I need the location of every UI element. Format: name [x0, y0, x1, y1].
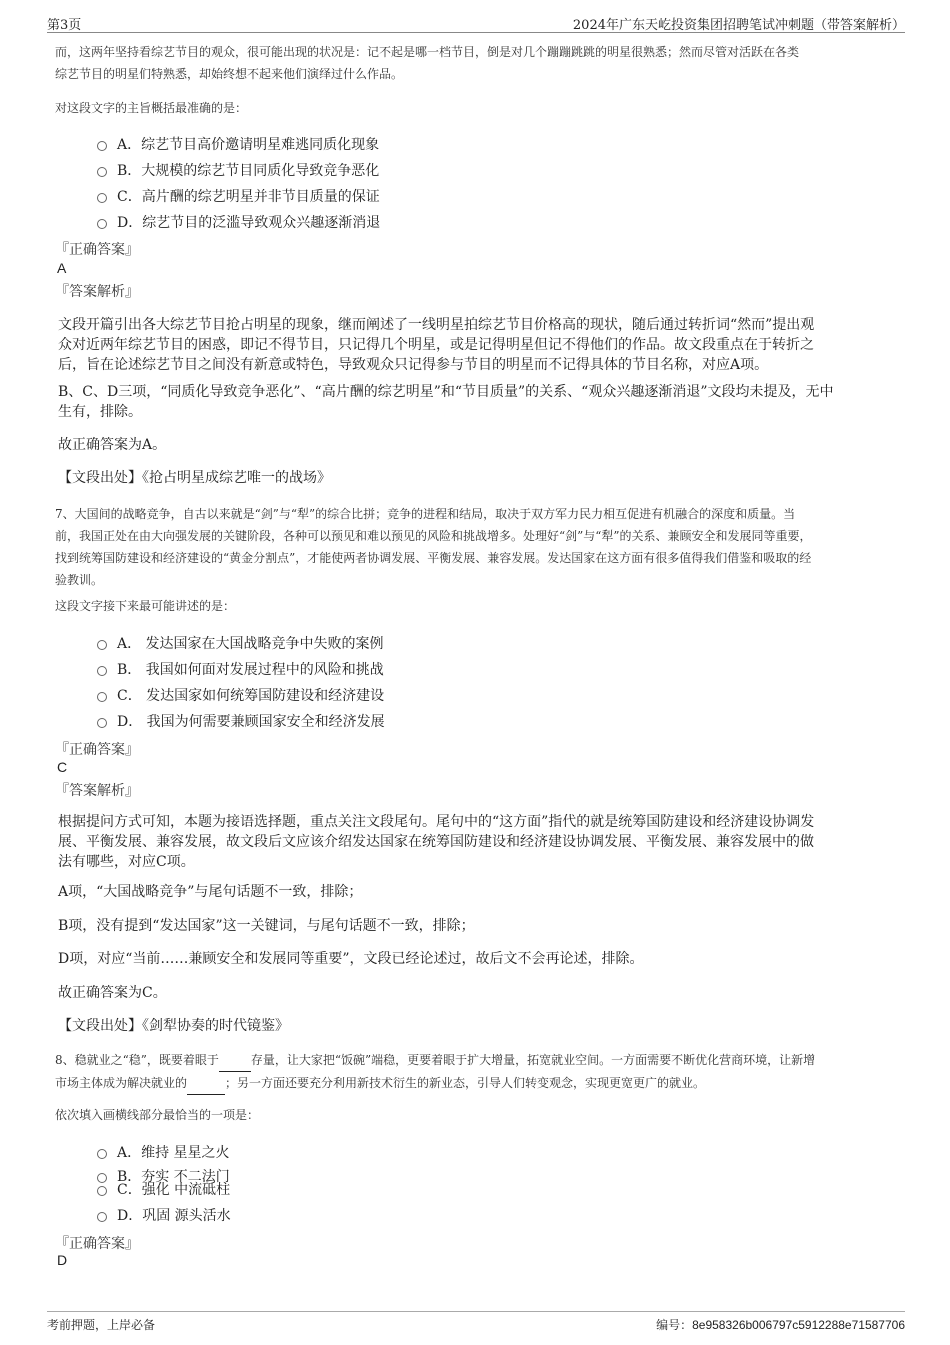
option-label: B．夯实 不二法门: [117, 1169, 230, 1185]
q6-analysis-para: [58, 382, 833, 422]
option-label: C． 发达国家如何统筹国防建设和经济建设: [117, 688, 385, 704]
analysis-line: 故正确答案为A。: [58, 437, 167, 453]
option-label: A．综艺节目高价邀请明星难逃同质化现象: [117, 137, 380, 153]
analysis-line: 文段开篇引出各大综艺节目抢占明星的现象，继而阐述了一线明星拍综艺节目价格高的现状，随后通过转折词“然而”提出观: [58, 317, 815, 333]
analysis-line: 法有哪些，对应C项。: [58, 854, 195, 870]
radio-icon[interactable]: [97, 167, 107, 177]
option-label: B．大规模的综艺节目同质化导致竞争恶化: [117, 163, 380, 179]
q7-passage-line: 找到统筹国防建设和经济建设的“黄金分割点”，才能使两者协调发展、平衡发展、兼容发展。发达国家在这方面有很多值得我们借鉴和吸取的经: [55, 551, 812, 565]
q6-question: 对这段文字的主旨概括最准确的是：: [55, 101, 248, 115]
q8-text: 市场主体成为解决就业的: [55, 1076, 188, 1090]
q7-analysis-para: D项，对应“当前……兼顾安全和发展同等重要”，文段已经论述过，故后文不会再论述，排除。: [58, 951, 644, 967]
q8-passage: [55, 1049, 815, 1095]
q6-analysis-para: [58, 315, 814, 375]
q8-question: 依次填入画横线部分最恰当的一项是：: [55, 1108, 260, 1122]
option-label: C．强化 中流砥柱: [117, 1182, 231, 1198]
q6-option-b[interactable]: [97, 160, 379, 180]
q7-question: 这段文字接下来最可能讲述的是：: [55, 599, 236, 613]
q6-correct-label: 『正确答案』: [55, 242, 139, 258]
q8-option-c[interactable]: [97, 1179, 230, 1199]
q7-source: 【文段出处】《剑犁协奏的时代镜鉴》: [58, 1018, 289, 1034]
q7-analysis-para: 故正确答案为C。: [58, 985, 167, 1001]
q7-passage: [55, 503, 812, 591]
radio-icon[interactable]: [97, 141, 107, 151]
option-label: D．巩固 源头活水: [117, 1208, 231, 1224]
option-label: B． 我国如何面对发展过程中的风险和挑战: [117, 662, 384, 678]
analysis-line: 展、平衡发展、兼容发展，故文段后文应该介绍发达国家在统筹国防建设和经济建设协调发展、平衡发展、兼容发展中的做: [58, 834, 814, 850]
document-title: 2024年广东天屹投资集团招聘笔试冲刺题（带答案解析）: [572, 18, 905, 33]
q7-analysis-para: B项，没有提到“发达国家”这一关键词，与尾句话题不一致，排除；: [58, 918, 475, 934]
q6-answer: A: [57, 260, 67, 276]
q7-option-a[interactable]: [97, 633, 384, 653]
option-label: D． 我国为何需要兼顾国家安全和经济发展: [117, 714, 385, 730]
analysis-line: 后，旨在论述综艺节目之间没有新意或特色，导致观众只记得参与节目的明星而不记得具体的节目名称，对应A项。: [58, 357, 769, 373]
analysis-line: 生有，排除。: [58, 404, 142, 420]
q7-analysis-label: 『答案解析』: [55, 783, 139, 799]
document-code: 编号：8e958326b006797c5912288e71587706: [656, 1318, 905, 1332]
radio-icon[interactable]: [97, 219, 107, 229]
option-label: D．综艺节目的泛滥导致观众兴趣逐渐消退: [117, 215, 381, 231]
q7-passage-line: 前，我国正处在由大向强发展的关键阶段，各种可以预见和难以预见的风险和挑战增多。处理好“剑”与“犁”的关系、兼顾安全和发展同等重要，: [55, 529, 812, 543]
q7-passage-line: 7、大国间的战略竞争，自古以来就是“剑”与“犁”的综合比拼；竞争的进程和结局，取决于双方军力民力相互促进有机融合的深度和质量。当: [55, 507, 796, 521]
q6-analysis-para: [58, 435, 166, 455]
page-number: 第3页: [47, 18, 82, 33]
q6-option-c[interactable]: [97, 186, 380, 206]
radio-icon[interactable]: [97, 193, 107, 203]
q8-correct-label: 『正确答案』: [55, 1236, 139, 1252]
analysis-line: 根据提问方式可知，本题为接语选择题，重点关注文段尾句。尾句中的“这方面”指代的就是统筹国防建设和经济建设协调发: [58, 814, 815, 830]
radio-icon[interactable]: [97, 692, 107, 702]
radio-icon[interactable]: [97, 1186, 107, 1196]
radio-icon[interactable]: [97, 666, 107, 676]
q8-blank-1: [219, 1049, 251, 1072]
q6-passage: [55, 41, 799, 85]
q6-source: 【文段出处】《抢占明星成综艺唯一的战场》: [58, 470, 331, 486]
page-header: [47, 10, 905, 33]
analysis-line: B、C、D三项，“同质化导致竞争恶化”、“高片酬的综艺明星”和“节目质量”的关系、“观众兴趣逐渐消退”文段均未提及，无中: [58, 384, 834, 400]
q6-passage-line: 而，这两年坚持看综艺节目的观众，很可能出现的状况是：记不起是哪一档节目，倒是对几个蹦蹦跳跳的明星很熟悉；然而尽管对活跃在各类: [55, 45, 800, 59]
q7-correct-label: 『正确答案』: [55, 742, 139, 758]
q7-option-b[interactable]: [97, 659, 384, 679]
q6-analysis-label: 『答案解析』: [55, 284, 139, 300]
radio-icon[interactable]: [97, 640, 107, 650]
q8-text: 8、稳就业之“稳”，既要着眼于: [55, 1053, 219, 1067]
option-label: C．高片酬的综艺明星并非节目质量的保证: [117, 189, 380, 205]
option-label: A． 发达国家在大国战略竞争中失败的案例: [117, 636, 384, 652]
q7-analysis-para: [58, 812, 814, 872]
q7-answer: C: [57, 759, 68, 775]
q8-text: 存量，让大家把“饭碗”端稳，更要着眼于扩大增量，拓宽就业空间。一方面需要不断优化营商环境，让新增: [250, 1053, 816, 1067]
q8-blank-2: [187, 1072, 225, 1095]
q6-option-a[interactable]: [97, 134, 379, 154]
footer-slogan: 考前押题，上岸必备: [47, 1318, 156, 1332]
q6-option-d[interactable]: [97, 212, 380, 232]
radio-icon[interactable]: [97, 1149, 107, 1159]
q8-passage-line: [55, 1049, 815, 1072]
q8-option-a[interactable]: [97, 1142, 230, 1162]
q7-passage-line: 验教训。: [55, 573, 104, 587]
q6-passage-line: 综艺节目的明星们特熟悉，却始终想不起来他们演绎过什么作品。: [55, 67, 404, 81]
page-footer: [47, 1311, 905, 1334]
q8-text: ；另一方面还要充分利用新技术衍生的新业态，引导人们转变观念，实现更宽更广的就业。: [225, 1076, 706, 1090]
radio-icon[interactable]: [97, 718, 107, 728]
radio-icon[interactable]: [97, 1212, 107, 1222]
q8-option-d[interactable]: [97, 1205, 231, 1225]
q7-option-d[interactable]: [97, 711, 385, 731]
option-label: A．维持 星星之火: [117, 1145, 230, 1161]
q7-analysis-para: A项，“大国战略竞争”与尾句话题不一致，排除；: [58, 884, 363, 900]
q8-passage-line: [55, 1072, 815, 1095]
analysis-line: 众对近两年综艺节目的困惑，即记不得节目，只记得几个明星，或是记得明星但记不得他们的作品。故文段重点在于转折之: [58, 337, 814, 353]
q7-option-c[interactable]: [97, 685, 384, 705]
q8-answer: D: [57, 1252, 68, 1268]
